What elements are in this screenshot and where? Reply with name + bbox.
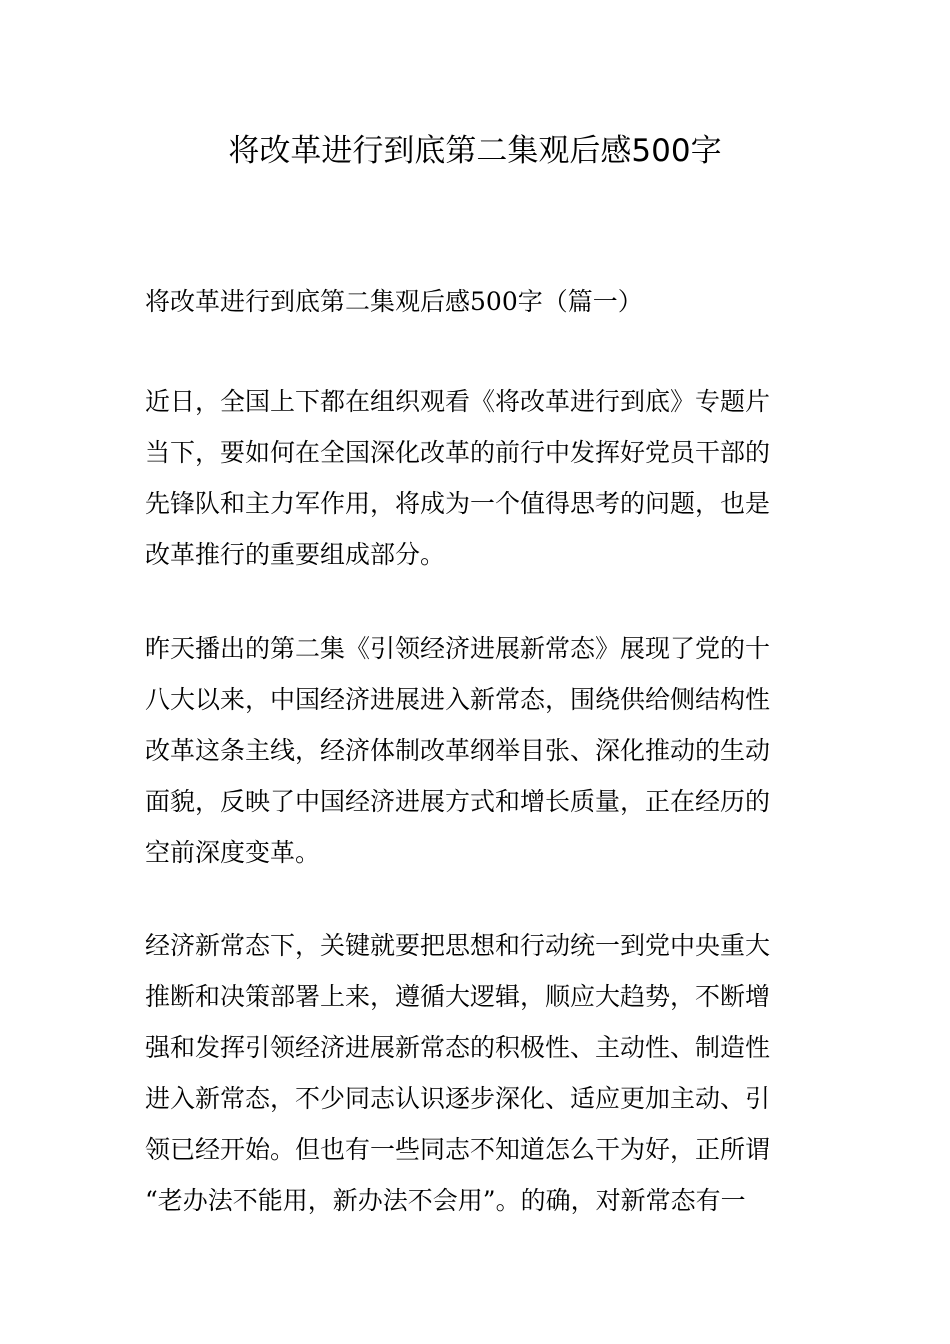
paragraph-line: 先锋队和主力军作用，将成为一个值得思考的问题，也是 — [145, 489, 771, 518]
paragraph-line: 改革这条主线，经济体制改革纲举目张、深化推动的生动 — [145, 736, 771, 765]
paragraph-line: 空前深度变革。 — [145, 838, 321, 867]
paragraph-1 — [145, 376, 810, 580]
paragraph-line: 经济新常态下，关键就要把思想和行动统一到党中央重大 — [145, 931, 771, 960]
paragraph-line: 强和发挥引领经济进展新常态的积极性、主动性、制造性 — [145, 1033, 771, 1062]
paragraph-2 — [145, 623, 810, 878]
paragraph-line: 当下，要如何在全国深化改革的前行中发挥好党员干部的 — [145, 438, 771, 467]
paragraph-line: 改革推行的重要组成部分。 — [145, 540, 446, 569]
paragraph-line: 推断和决策部署上来，遵循大逻辑，顺应大趋势，不断增 — [145, 982, 771, 1011]
paragraph-line: 领已经开始。但也有一些同志不知道怎么干为好，正所谓 — [145, 1135, 771, 1164]
paragraph-line: 昨天播出的第二集《引领经济进展新常态》展现了党的十 — [145, 634, 771, 663]
paragraph-line: 面貌，反映了中国经济进展方式和增长质量，正在经历的 — [145, 787, 771, 816]
paragraph-line: 近日，全国上下都在组织观看《将改革进行到底》专题片 — [145, 387, 771, 416]
paragraph-line: 进入新常态，不少同志认识逐步深化、适应更加主动、引 — [145, 1084, 771, 1113]
paragraph-line: “老办法不能用，新办法不会用”。的确，对新常态有一 — [145, 1186, 746, 1215]
section-subtitle: 将改革进行到底第二集观后感500字（篇一） — [145, 287, 643, 316]
paragraph-line: 八大以来，中国经济进展进入新常态，围绕供给侧结构性 — [145, 685, 771, 714]
document-title: 将改革进行到底第二集观后感500字 — [228, 133, 722, 169]
paragraph-3 — [145, 920, 810, 1226]
